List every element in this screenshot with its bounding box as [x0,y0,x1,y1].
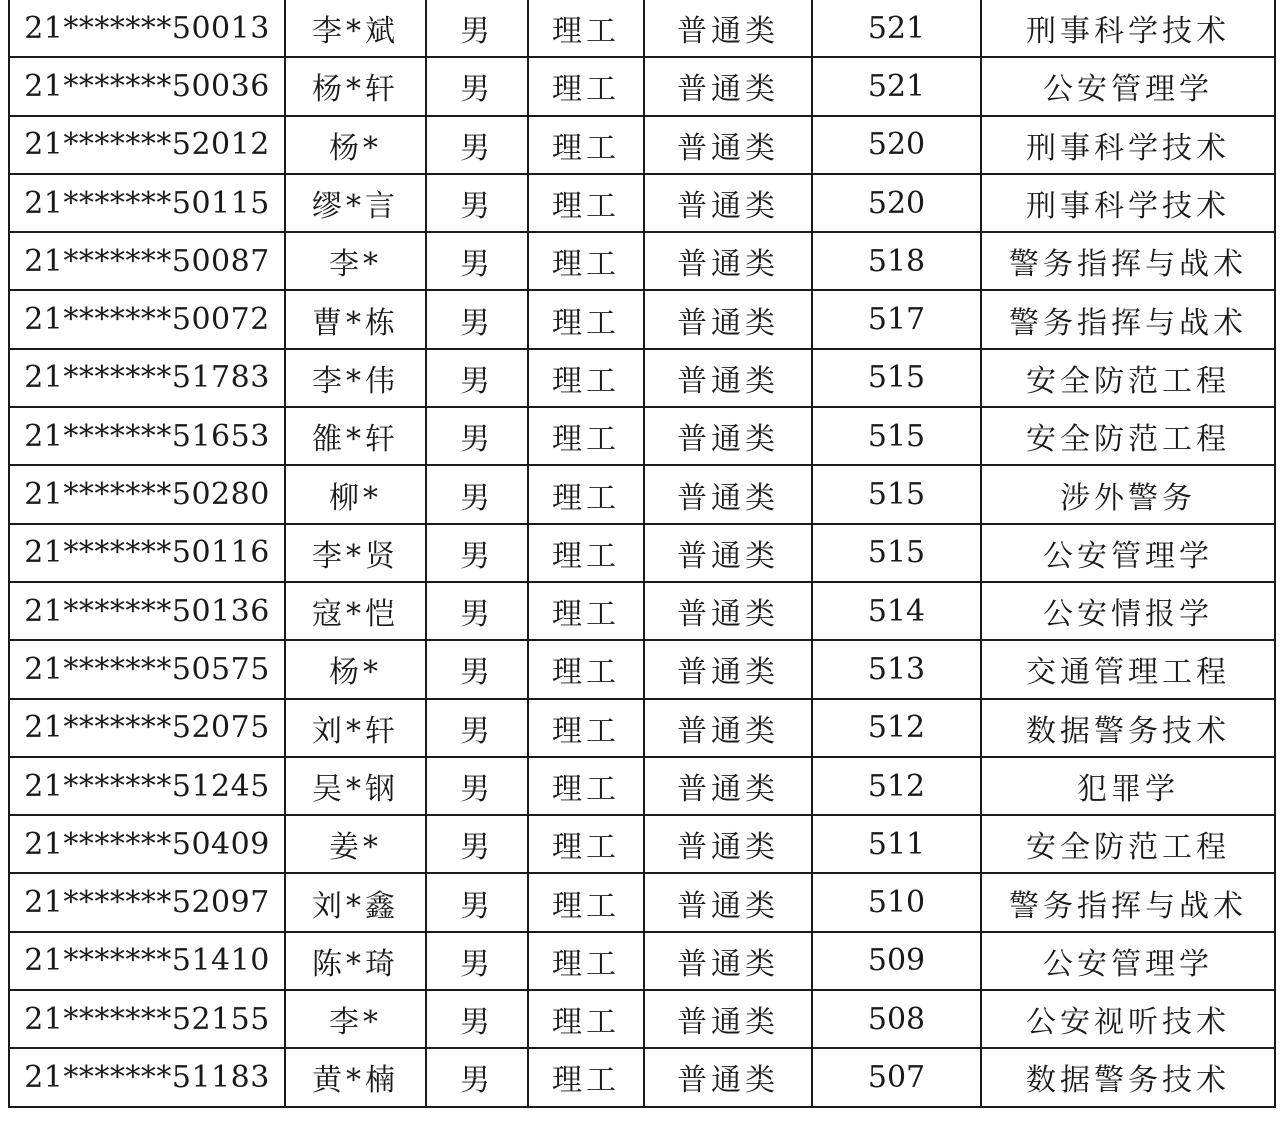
admission-type-cell: 普通类 [644,290,812,348]
candidate-id-cell: 21*******50116 [9,524,285,582]
gender-cell: 男 [426,932,528,990]
admission-type-cell: 普通类 [644,990,812,1048]
gender-cell: 男 [426,349,528,407]
score-cell: 511 [812,815,981,873]
score-cell: 514 [812,582,981,640]
score-cell: 520 [812,116,981,174]
major-cell: 警务指挥与战术 [981,232,1275,290]
major-cell: 安全防范工程 [981,815,1275,873]
subject-category-cell: 理工 [528,932,644,990]
candidate-id-cell: 21*******50409 [9,815,285,873]
student-name-cell: 柳* [285,465,426,523]
candidate-id-cell: 21*******52097 [9,873,285,931]
admission-type-cell: 普通类 [644,0,812,57]
table-row [9,524,1275,582]
score-cell: 521 [812,57,981,115]
gender-cell: 男 [426,524,528,582]
subject-category-cell: 理工 [528,232,644,290]
score-cell: 515 [812,349,981,407]
table-row [9,349,1275,407]
student-name-cell: 杨*轩 [285,57,426,115]
major-cell: 公安管理学 [981,57,1275,115]
candidate-id-cell: 21*******50115 [9,174,285,232]
major-cell: 公安视听技术 [981,990,1275,1048]
student-name-cell: 杨* [285,116,426,174]
major-cell: 刑事科学技术 [981,174,1275,232]
student-name-cell: 杨* [285,640,426,698]
student-name-cell: 雒*轩 [285,407,426,465]
gender-cell: 男 [426,699,528,757]
subject-category-cell: 理工 [528,290,644,348]
subject-category-cell: 理工 [528,465,644,523]
admission-type-cell: 普通类 [644,757,812,815]
subject-category-cell: 理工 [528,640,644,698]
candidate-id-cell: 21*******51783 [9,349,285,407]
subject-category-cell: 理工 [528,699,644,757]
score-cell: 515 [812,407,981,465]
student-name-cell: 黄*楠 [285,1048,426,1106]
score-cell: 517 [812,290,981,348]
candidate-id-cell: 21*******52012 [9,116,285,174]
gender-cell: 男 [426,0,528,57]
gender-cell: 男 [426,815,528,873]
table-row [9,465,1275,523]
student-name-cell: 曹*栋 [285,290,426,348]
table-row [9,873,1275,931]
major-cell: 安全防范工程 [981,349,1275,407]
admission-type-cell: 普通类 [644,57,812,115]
admission-type-cell: 普通类 [644,1048,812,1106]
candidate-id-cell: 21*******50280 [9,465,285,523]
major-cell: 公安情报学 [981,582,1275,640]
major-cell: 公安管理学 [981,524,1275,582]
gender-cell: 男 [426,1048,528,1106]
score-cell: 510 [812,873,981,931]
subject-category-cell: 理工 [528,524,644,582]
table-row [9,699,1275,757]
table-row [9,640,1275,698]
student-name-cell: 寇*恺 [285,582,426,640]
subject-category-cell: 理工 [528,815,644,873]
candidate-id-cell: 21*******50013 [9,0,285,57]
score-cell: 513 [812,640,981,698]
major-cell: 犯罪学 [981,757,1275,815]
admission-type-cell: 普通类 [644,174,812,232]
subject-category-cell: 理工 [528,407,644,465]
gender-cell: 男 [426,582,528,640]
subject-category-cell: 理工 [528,57,644,115]
gender-cell: 男 [426,232,528,290]
candidate-id-cell: 21*******52155 [9,990,285,1048]
gender-cell: 男 [426,407,528,465]
candidate-id-cell: 21*******50136 [9,582,285,640]
major-cell: 公安管理学 [981,932,1275,990]
major-cell: 数据警务技术 [981,1048,1275,1106]
table-row [9,1048,1275,1106]
table-row [9,116,1275,174]
gender-cell: 男 [426,640,528,698]
table-row [9,232,1275,290]
subject-category-cell: 理工 [528,116,644,174]
table-row [9,174,1275,232]
score-cell: 518 [812,232,981,290]
gender-cell: 男 [426,757,528,815]
score-cell: 512 [812,757,981,815]
candidate-id-cell: 21*******52075 [9,699,285,757]
student-name-cell: 李*伟 [285,349,426,407]
table-row [9,932,1275,990]
gender-cell: 男 [426,873,528,931]
gender-cell: 男 [426,116,528,174]
admission-type-cell: 普通类 [644,524,812,582]
subject-category-cell: 理工 [528,582,644,640]
admission-type-cell: 普通类 [644,407,812,465]
student-name-cell: 刘*鑫 [285,873,426,931]
candidate-id-cell: 21*******51653 [9,407,285,465]
admission-type-cell: 普通类 [644,699,812,757]
student-name-cell: 吴*钢 [285,757,426,815]
candidate-id-cell: 21*******50575 [9,640,285,698]
subject-category-cell: 理工 [528,990,644,1048]
score-cell: 508 [812,990,981,1048]
admission-type-cell: 普通类 [644,349,812,407]
score-cell: 515 [812,524,981,582]
table-row [9,0,1275,57]
student-name-cell: 陈*琦 [285,932,426,990]
student-name-cell: 李*斌 [285,0,426,57]
candidate-id-cell: 21*******51245 [9,757,285,815]
student-name-cell: 刘*轩 [285,699,426,757]
major-cell: 交通管理工程 [981,640,1275,698]
gender-cell: 男 [426,465,528,523]
major-cell: 数据警务技术 [981,699,1275,757]
subject-category-cell: 理工 [528,349,644,407]
gender-cell: 男 [426,990,528,1048]
candidate-id-cell: 21*******50087 [9,232,285,290]
student-name-cell: 李* [285,990,426,1048]
score-cell: 515 [812,465,981,523]
subject-category-cell: 理工 [528,757,644,815]
score-cell: 521 [812,0,981,57]
table-row [9,407,1275,465]
table-row [9,57,1275,115]
student-name-cell: 缪*言 [285,174,426,232]
gender-cell: 男 [426,290,528,348]
table-body [9,0,1275,1107]
table-row [9,757,1275,815]
subject-category-cell: 理工 [528,174,644,232]
subject-category-cell: 理工 [528,1048,644,1106]
gender-cell: 男 [426,57,528,115]
admission-type-cell: 普通类 [644,815,812,873]
admission-type-cell: 普通类 [644,232,812,290]
candidate-id-cell: 21*******51410 [9,932,285,990]
major-cell: 刑事科学技术 [981,116,1275,174]
major-cell: 涉外警务 [981,465,1275,523]
admission-type-cell: 普通类 [644,465,812,523]
admission-type-cell: 普通类 [644,116,812,174]
admission-type-cell: 普通类 [644,640,812,698]
score-cell: 507 [812,1048,981,1106]
major-cell: 刑事科学技术 [981,0,1275,57]
student-name-cell: 李* [285,232,426,290]
student-name-cell: 姜* [285,815,426,873]
candidate-id-cell: 21*******50036 [9,57,285,115]
subject-category-cell: 理工 [528,0,644,57]
student-name-cell: 李*贤 [285,524,426,582]
table-row [9,990,1275,1048]
admission-table [8,0,1276,1108]
candidate-id-cell: 21*******51183 [9,1048,285,1106]
score-cell: 509 [812,932,981,990]
admission-type-cell: 普通类 [644,873,812,931]
score-cell: 520 [812,174,981,232]
subject-category-cell: 理工 [528,873,644,931]
score-cell: 512 [812,699,981,757]
table-row [9,290,1275,348]
candidate-id-cell: 21*******50072 [9,290,285,348]
table-row [9,815,1275,873]
gender-cell: 男 [426,174,528,232]
major-cell: 警务指挥与战术 [981,290,1275,348]
admission-type-cell: 普通类 [644,932,812,990]
major-cell: 警务指挥与战术 [981,873,1275,931]
table-row [9,582,1275,640]
major-cell: 安全防范工程 [981,407,1275,465]
admission-type-cell: 普通类 [644,582,812,640]
